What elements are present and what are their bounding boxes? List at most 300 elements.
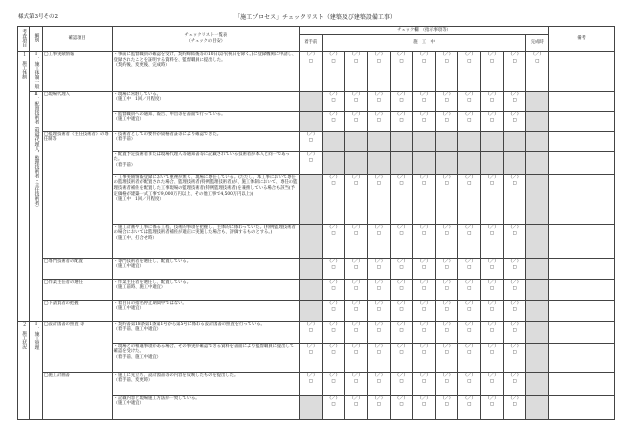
check-cell[interactable]: [435, 300, 458, 321]
check-cell[interactable]: [390, 258, 413, 279]
check-cell[interactable]: [367, 372, 390, 395]
check-cell[interactable]: [345, 258, 368, 279]
checkbox[interactable]: □: [512, 350, 517, 356]
check-cell[interactable]: [435, 372, 458, 395]
check-instruction-mark: （／）: [349, 91, 363, 97]
checkbox[interactable]: □: [467, 58, 472, 64]
checkbox[interactable]: □: [467, 402, 472, 408]
check-cell[interactable]: [345, 52, 368, 92]
shaded-cell: [526, 258, 549, 279]
checkbox[interactable]: □: [308, 138, 313, 144]
subcategory-sekou-kanri: Ⅰ．施工管理: [30, 321, 42, 419]
checkbox[interactable]: □: [489, 286, 494, 292]
check-cell[interactable]: [413, 300, 436, 321]
check-cell[interactable]: [413, 372, 436, 395]
check-cell[interactable]: [481, 395, 504, 419]
check-cell[interactable]: [299, 343, 322, 372]
check-cell[interactable]: [458, 224, 481, 258]
check-instruction-mark: （／）: [394, 321, 408, 327]
check-cell[interactable]: [458, 300, 481, 321]
checkbox[interactable]: □: [489, 265, 494, 271]
check-cell[interactable]: [503, 111, 526, 131]
checkbox[interactable]: □: [399, 118, 404, 124]
biko-cell: [549, 151, 615, 174]
checkbox[interactable]: □: [421, 402, 427, 408]
check-cell[interactable]: [458, 258, 481, 279]
check-cell[interactable]: [367, 91, 390, 111]
check-cell[interactable]: [503, 279, 526, 300]
checkbox[interactable]: □: [331, 118, 336, 124]
check-cell[interactable]: [322, 372, 345, 395]
shaded-cell: [503, 131, 526, 151]
category-sekou-joukyou: ２ 施工状況: [18, 321, 30, 419]
check-cell[interactable]: [503, 372, 526, 395]
checkbox[interactable]: □: [421, 328, 427, 334]
check-cell[interactable]: [345, 279, 368, 300]
checkbox[interactable]: □: [444, 379, 449, 385]
check-cell[interactable]: [345, 300, 368, 321]
checkbox[interactable]: □: [399, 379, 404, 385]
checkbox[interactable]: □: [467, 350, 472, 356]
check-cell[interactable]: [322, 321, 345, 343]
checklist-criteria-cell: [112, 372, 299, 395]
shaded-cell: [299, 300, 322, 321]
checkbox[interactable]: □: [489, 379, 494, 385]
checkbox[interactable]: □: [308, 58, 313, 64]
checklist-criteria-line: ・現場に常駐している。: [113, 91, 161, 97]
checkbox[interactable]: □: [399, 286, 404, 292]
check-cell[interactable]: [458, 174, 481, 224]
checkbox[interactable]: □: [467, 328, 472, 334]
checkbox[interactable]: □: [512, 286, 517, 292]
biko-cell: [549, 279, 615, 300]
shaded-cell: [413, 131, 436, 151]
checkbox[interactable]: □: [331, 350, 336, 356]
shaded-cell: [390, 151, 413, 174]
check-cell[interactable]: [322, 343, 345, 372]
check-cell[interactable]: [390, 343, 413, 372]
check-instruction-mark: （／）: [508, 321, 522, 327]
check-cell[interactable]: [367, 258, 390, 279]
check-cell[interactable]: [367, 174, 390, 224]
check-instruction-mark: （／）: [394, 300, 408, 306]
checkbox[interactable]: □: [354, 98, 359, 104]
checkbox[interactable]: □: [444, 231, 449, 237]
check-instruction-mark: （／）: [462, 343, 476, 349]
checkbox[interactable]: □: [331, 307, 336, 313]
check-cell[interactable]: [413, 52, 436, 92]
check-cell[interactable]: [322, 91, 345, 111]
check-cell[interactable]: [413, 224, 436, 258]
check-instruction-mark: （／）: [304, 321, 318, 327]
check-cell[interactable]: [503, 300, 526, 321]
check-cell[interactable]: [481, 279, 504, 300]
check-cell[interactable]: [367, 279, 390, 300]
check-cell[interactable]: [503, 258, 526, 279]
check-instruction-mark: （／）: [440, 52, 454, 57]
checkbox[interactable]: □: [467, 231, 472, 237]
shaded-cell: [299, 224, 322, 258]
checkbox[interactable]: □: [354, 286, 359, 292]
shaded-cell: [367, 131, 390, 151]
checkbox[interactable]: □: [331, 328, 336, 334]
checkbox[interactable]: □: [354, 350, 359, 356]
checkbox[interactable]: □: [512, 231, 517, 237]
checkbox[interactable]: □: [489, 118, 494, 124]
checkbox[interactable]: □: [399, 328, 404, 334]
check-instruction-mark: （／）: [440, 321, 454, 327]
check-cell[interactable]: [435, 52, 458, 92]
checkbox[interactable]: □: [489, 350, 494, 356]
check-cell[interactable]: [413, 321, 436, 343]
subcategory-taisei-ippan: Ⅰ．施工体制一般: [30, 52, 42, 92]
checklist-criteria-line: （施工中適宜）: [113, 401, 144, 407]
check-cell[interactable]: [322, 174, 345, 224]
checkbox[interactable]: □: [421, 231, 427, 237]
check-cell[interactable]: [367, 343, 390, 372]
checkbox[interactable]: □: [331, 286, 336, 292]
shaded-cell: [299, 258, 322, 279]
check-instruction-mark: （／）: [417, 372, 431, 378]
check-cell[interactable]: [503, 174, 526, 224]
checkbox[interactable]: □: [421, 118, 427, 124]
checklist-criteria-cell: [112, 151, 299, 174]
shaded-cell: [299, 395, 322, 419]
checklist-criteria-line: （施工中 1回／月程度）: [113, 97, 164, 103]
checkbox[interactable]: □: [444, 286, 449, 292]
checkbox[interactable]: □: [376, 98, 381, 104]
check-cell[interactable]: [299, 131, 322, 151]
check-cell[interactable]: [503, 91, 526, 111]
check-cell[interactable]: [367, 224, 390, 258]
checkbox[interactable]: □: [489, 181, 494, 187]
checkbox[interactable]: □: [331, 379, 336, 385]
shaded-cell: [503, 151, 526, 174]
check-instruction-mark: （／）: [417, 111, 431, 117]
check-cell[interactable]: [390, 224, 413, 258]
checkbox[interactable]: □: [308, 328, 313, 334]
checkbox[interactable]: □: [376, 307, 381, 313]
checkbox[interactable]: □: [354, 379, 359, 385]
check-cell[interactable]: [322, 52, 345, 92]
check-cell[interactable]: [299, 52, 322, 92]
shaded-cell: [299, 174, 322, 224]
checkbox[interactable]: □: [512, 181, 517, 187]
checkbox[interactable]: □: [421, 181, 427, 187]
check-cell[interactable]: [390, 279, 413, 300]
check-instruction-mark: （／）: [417, 52, 431, 57]
check-cell[interactable]: [345, 224, 368, 258]
checklist-criteria-cell: [112, 52, 299, 92]
check-cell[interactable]: [322, 279, 345, 300]
checkbox[interactable]: □: [354, 328, 359, 334]
check-cell[interactable]: [413, 111, 436, 131]
checkbox[interactable]: □: [331, 181, 336, 187]
checkbox[interactable]: □: [421, 379, 427, 385]
check-cell[interactable]: [345, 395, 368, 419]
checkbox[interactable]: □: [376, 118, 381, 124]
checkbox[interactable]: □: [331, 402, 336, 408]
check-cell[interactable]: [299, 151, 322, 174]
check-cell[interactable]: [345, 91, 368, 111]
check-cell[interactable]: [481, 174, 504, 224]
checkbox[interactable]: □: [512, 379, 517, 385]
check-cell[interactable]: [435, 174, 458, 224]
form-number: 様式第3号その2: [18, 14, 58, 20]
checkbox[interactable]: □: [421, 98, 427, 104]
check-cell[interactable]: [413, 91, 436, 111]
check-cell[interactable]: [435, 91, 458, 111]
check-cell[interactable]: [390, 300, 413, 321]
check-cell[interactable]: [503, 321, 526, 343]
shaded-cell: [526, 300, 549, 321]
checkbox[interactable]: □: [512, 265, 517, 271]
check-cell[interactable]: [481, 372, 504, 395]
checkbox[interactable]: □: [467, 181, 472, 187]
checkbox[interactable]: □: [399, 58, 404, 64]
check-cell[interactable]: [458, 111, 481, 131]
checkbox[interactable]: □: [512, 328, 517, 334]
check-cell[interactable]: [435, 395, 458, 419]
check-cell[interactable]: [435, 321, 458, 343]
checkbox[interactable]: □: [467, 265, 472, 271]
check-cell[interactable]: [458, 91, 481, 111]
check-cell[interactable]: [345, 174, 368, 224]
check-instruction-mark: （／）: [394, 174, 408, 180]
checkbox[interactable]: □: [421, 307, 427, 313]
check-cell[interactable]: [413, 174, 436, 224]
checkbox[interactable]: □: [376, 231, 381, 237]
checkbox[interactable]: □: [354, 402, 359, 408]
checkbox[interactable]: □: [399, 98, 404, 104]
check-cell[interactable]: [526, 52, 549, 92]
checkbox[interactable]: □: [376, 379, 381, 385]
check-instruction-mark: （／）: [372, 111, 386, 117]
check-cell[interactable]: [458, 279, 481, 300]
checkbox[interactable]: □: [308, 158, 313, 164]
checkbox[interactable]: □: [399, 350, 404, 356]
check-instruction-mark: （／）: [440, 279, 454, 285]
check-cell[interactable]: [390, 372, 413, 395]
check-cell[interactable]: [345, 372, 368, 395]
checkbox[interactable]: □: [467, 379, 472, 385]
checkbox[interactable]: □: [399, 307, 404, 313]
check-instruction-mark: （／）: [462, 91, 476, 97]
checkbox[interactable]: □: [467, 307, 472, 313]
check-instruction-mark: （／）: [349, 395, 363, 401]
checklist-criteria-line: ・着目日の指名停止期間中ではない。: [113, 300, 187, 306]
check-instruction-mark: （／）: [417, 91, 431, 97]
checkbox[interactable]: □: [354, 265, 359, 271]
checkbox[interactable]: □: [489, 307, 494, 313]
checkbox[interactable]: □: [535, 58, 540, 64]
checkbox[interactable]: □: [421, 265, 427, 271]
header-kansei: 完成時: [526, 35, 549, 52]
check-cell[interactable]: [503, 224, 526, 258]
checkbox[interactable]: □: [444, 307, 449, 313]
checkbox[interactable]: □: [354, 118, 359, 124]
checkbox[interactable]: □: [376, 350, 381, 356]
checkbox[interactable]: □: [444, 98, 449, 104]
check-instruction-mark: （／）: [462, 258, 476, 264]
check-instruction-mark: （／）: [508, 279, 522, 285]
check-instruction-mark: （／）: [327, 111, 340, 117]
check-cell[interactable]: [322, 395, 345, 419]
check-cell[interactable]: [481, 224, 504, 258]
check-cell[interactable]: [458, 321, 481, 343]
checkbox[interactable]: □: [489, 58, 494, 64]
checklist-criteria-line: （着手前、変更時）: [113, 378, 153, 384]
check-cell[interactable]: [367, 300, 390, 321]
checkbox[interactable]: □: [376, 265, 381, 271]
checkbox[interactable]: □: [376, 181, 381, 187]
check-cell[interactable]: [435, 258, 458, 279]
checkbox[interactable]: □: [489, 402, 494, 408]
check-cell[interactable]: [345, 343, 368, 372]
check-instruction-mark: （／）: [462, 372, 476, 378]
check-cell[interactable]: [367, 395, 390, 419]
checkbox[interactable]: □: [376, 286, 381, 292]
check-cell[interactable]: [481, 111, 504, 131]
check-cell[interactable]: [435, 343, 458, 372]
checkbox[interactable]: □: [376, 328, 381, 334]
check-instruction-mark: （／）: [349, 343, 363, 349]
check-instruction-mark: （／）: [394, 279, 408, 285]
check-cell[interactable]: [481, 52, 504, 92]
kakunin-cell: ◯現場代理人: [42, 91, 112, 131]
checkbox[interactable]: □: [421, 286, 427, 292]
check-cell[interactable]: [367, 52, 390, 92]
checkbox[interactable]: □: [421, 58, 427, 64]
check-cell[interactable]: [367, 321, 390, 343]
checkbox[interactable]: □: [399, 402, 404, 408]
checkbox[interactable]: □: [444, 402, 449, 408]
check-cell[interactable]: [435, 224, 458, 258]
checkbox[interactable]: □: [308, 379, 313, 385]
check-cell[interactable]: [458, 52, 481, 92]
check-cell[interactable]: [390, 395, 413, 419]
checkbox[interactable]: □: [512, 118, 517, 124]
check-cell[interactable]: [435, 111, 458, 131]
check-cell[interactable]: [390, 321, 413, 343]
checkbox[interactable]: □: [354, 58, 359, 64]
checkbox[interactable]: □: [421, 350, 427, 356]
check-cell[interactable]: [481, 91, 504, 111]
shaded-cell: [322, 131, 345, 151]
check-cell[interactable]: [367, 111, 390, 131]
checkbox[interactable]: □: [399, 231, 404, 237]
checkbox[interactable]: □: [444, 181, 449, 187]
check-cell[interactable]: [481, 258, 504, 279]
checkbox[interactable]: □: [512, 307, 517, 313]
checkbox[interactable]: □: [399, 181, 404, 187]
check-cell[interactable]: [481, 300, 504, 321]
check-cell[interactable]: [322, 258, 345, 279]
checkbox[interactable]: □: [444, 350, 449, 356]
check-cell[interactable]: [390, 111, 413, 131]
checkbox[interactable]: □: [399, 265, 404, 271]
checkbox[interactable]: □: [444, 58, 449, 64]
checkbox[interactable]: □: [467, 286, 472, 292]
checkbox[interactable]: □: [489, 328, 494, 334]
checkbox[interactable]: □: [467, 118, 472, 124]
checkbox[interactable]: □: [354, 307, 359, 313]
checkbox[interactable]: □: [489, 98, 494, 104]
check-cell[interactable]: [435, 279, 458, 300]
checklist-criteria-cell: [112, 279, 299, 300]
check-cell[interactable]: [481, 343, 504, 372]
shaded-cell: [322, 151, 345, 174]
check-cell[interactable]: [322, 224, 345, 258]
checkbox[interactable]: □: [354, 231, 359, 237]
checkbox[interactable]: □: [331, 98, 336, 104]
checkbox[interactable]: □: [354, 181, 359, 187]
check-cell[interactable]: [413, 395, 436, 419]
checkbox[interactable]: □: [512, 58, 517, 64]
checkbox[interactable]: □: [376, 58, 381, 64]
check-cell[interactable]: [413, 258, 436, 279]
checkbox[interactable]: □: [444, 265, 449, 271]
check-cell[interactable]: [458, 343, 481, 372]
check-instruction-mark: （／）: [394, 111, 408, 117]
checklist-criteria-line: ・配置予定技術者または現場代理人等通知書等に記載されている技術者が本人と同一であった。: [113, 151, 290, 163]
check-instruction-mark: （／）: [508, 300, 522, 306]
check-instruction-mark: （／）: [417, 321, 431, 327]
checkbox[interactable]: □: [308, 350, 313, 356]
check-cell[interactable]: [503, 52, 526, 92]
check-cell[interactable]: [322, 111, 345, 131]
check-cell[interactable]: [413, 343, 436, 372]
checkbox[interactable]: □: [467, 98, 472, 104]
check-cell[interactable]: [413, 279, 436, 300]
check-instruction-mark: （／）: [417, 343, 431, 349]
checkbox[interactable]: □: [512, 98, 517, 104]
check-cell[interactable]: [503, 395, 526, 419]
check-cell[interactable]: [458, 395, 481, 419]
check-cell[interactable]: [390, 52, 413, 92]
checkbox[interactable]: □: [376, 402, 381, 408]
checkbox[interactable]: □: [444, 118, 449, 124]
check-instruction-mark: （／）: [327, 343, 340, 349]
check-cell[interactable]: [503, 343, 526, 372]
check-cell[interactable]: [322, 300, 345, 321]
check-cell[interactable]: [345, 321, 368, 343]
check-instruction-mark: （／）: [440, 395, 454, 401]
checkbox[interactable]: □: [331, 265, 336, 271]
check-instruction-mark: （／）: [394, 224, 408, 230]
check-cell[interactable]: [458, 372, 481, 395]
checklist-criteria-line: （施工中適宜）: [113, 306, 144, 312]
checkbox[interactable]: □: [512, 402, 517, 408]
check-instruction-mark: （／）: [372, 174, 386, 180]
check-cell[interactable]: [481, 321, 504, 343]
checkbox[interactable]: □: [444, 328, 449, 334]
check-cell[interactable]: [299, 321, 322, 343]
checklist-criteria-line: ・事前に監督職員の確認を受け、契約締結後等の10日以内(祝日を除く。)に登録機関に申請し、登録されたことを証明する資料を、監督職員に提出した。: [113, 52, 297, 63]
shaded-cell: [526, 111, 549, 131]
checklist-criteria-line: （施工中適宜）: [113, 117, 144, 123]
check-cell[interactable]: [390, 91, 413, 111]
checkbox[interactable]: □: [489, 231, 494, 237]
check-cell[interactable]: [299, 372, 322, 395]
check-cell[interactable]: [390, 174, 413, 224]
checkbox[interactable]: □: [331, 58, 336, 64]
checkbox[interactable]: □: [331, 231, 336, 237]
check-instruction-mark: （／）: [485, 343, 499, 349]
check-instruction-mark: （／）: [327, 279, 340, 285]
check-cell[interactable]: [345, 111, 368, 131]
check-instruction-mark: （／）: [485, 174, 499, 180]
